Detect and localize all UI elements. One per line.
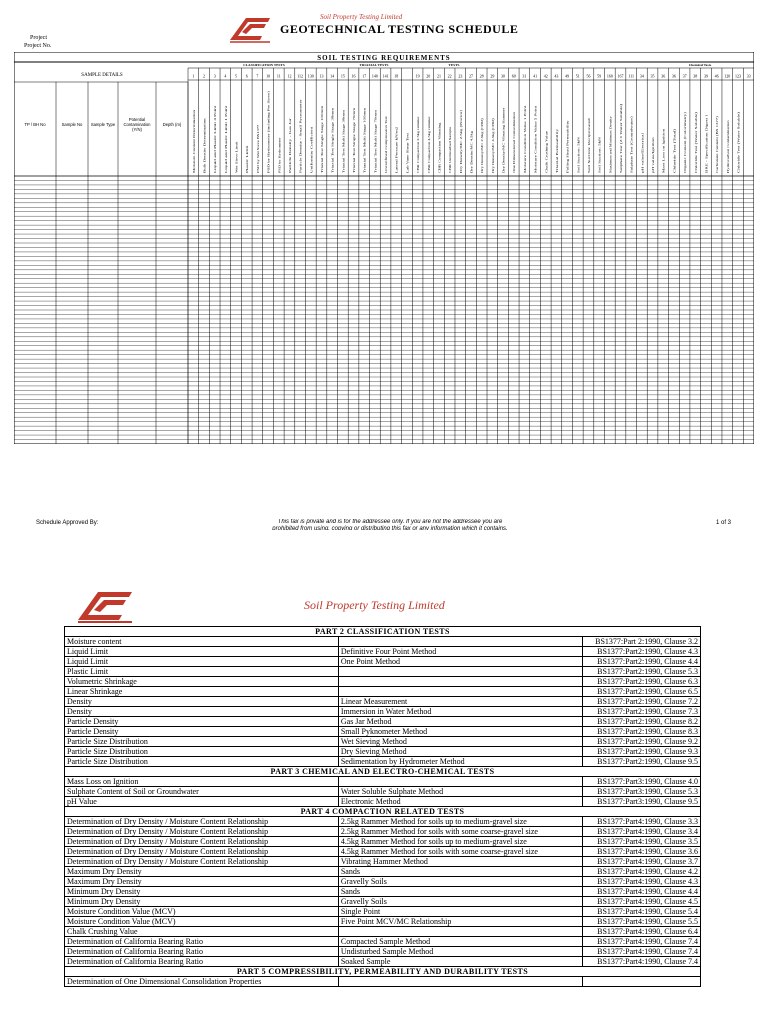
sample-header: Depth (m) <box>162 122 182 127</box>
test-header: PSD by Hydrometer <box>277 145 282 173</box>
test-row <box>65 857 701 867</box>
test-method: 2.5kg Rammer Method for soils with some coarse-gravel size <box>338 827 582 837</box>
test-header: Soil Suction: 5kN <box>597 148 602 173</box>
col-number: 49 <box>565 73 570 79</box>
col-number: 10 <box>266 73 271 79</box>
test-method <box>338 677 582 687</box>
test-header: Moisture Condition Value 1 Point <box>522 127 527 173</box>
test-row <box>65 677 701 687</box>
test-method: Vibrating Hammer Method <box>338 857 582 867</box>
col-number: 123 <box>734 73 741 79</box>
col-number: 39 <box>703 73 708 79</box>
test-name: Particle Size Distribution <box>65 747 339 757</box>
test-name: Particle Size Distribution <box>65 757 339 767</box>
test-header: Soil Suction: Reciprocated <box>586 136 591 173</box>
test-header: Triaxial Test Multi Stage 100mm <box>362 128 367 173</box>
test-name: Determination of California Bearing Ratio <box>65 937 339 947</box>
test-method <box>338 687 582 697</box>
col-number: 20 <box>426 73 431 79</box>
section-title: PART 5 COMPRESSIBILITY, PERMEABILITY AND DURABILITY TESTS <box>65 967 701 977</box>
test-row <box>65 867 701 877</box>
test-name: Determination of Dry Density / Moisture Content Relationship <box>65 837 339 847</box>
sample-header: TP / BH No <box>24 122 46 127</box>
test-name: Maximum Dry Density <box>65 877 339 887</box>
col-number: 130 <box>307 73 314 79</box>
test-name: Particle Density <box>65 727 339 737</box>
sample-header: Sample Type <box>90 122 116 127</box>
col-number: 15 <box>340 73 345 79</box>
test-method: Sedimentation by Hydrometer Method <box>338 757 582 767</box>
group-classification: CLASSIFICATION TESTS <box>243 63 285 67</box>
col-number: 120 <box>724 73 731 79</box>
test-standards-table <box>64 626 701 987</box>
standard-clause: BS1377:Part2:1990, Clause 8.3 <box>582 727 700 737</box>
standard-clause: BS1377:Part3:1990, Clause 5.3 <box>582 787 700 797</box>
test-name: Chalk Crushing Value <box>65 927 339 937</box>
standard-clause: BS1377:Part4:1990, Clause 3.7 <box>582 857 700 867</box>
col-number: 167 <box>617 73 624 79</box>
test-name: Moisture Condition Value (MCV) <box>65 907 339 917</box>
test-name: Sulphate Content of Soil or Groundwater <box>65 787 339 797</box>
test-header: Chloride Test (Water Soluble) <box>693 132 698 173</box>
test-method: One Point Method <box>338 657 582 667</box>
test-name: Determination of Dry Density / Moisture Content Relationship <box>65 857 339 867</box>
project-no-label: Project No. <box>24 43 52 49</box>
test-row <box>65 947 701 957</box>
test-header: Dry Density/MC 2.5kg (CBR) <box>480 131 485 173</box>
test-row <box>65 707 701 717</box>
col-number: 29 <box>490 73 495 79</box>
col-number: 18 <box>394 73 399 79</box>
test-method: Gravelly Soils <box>338 877 582 887</box>
col-number: 28 <box>479 73 484 79</box>
col-number: 33 <box>746 73 751 79</box>
col-number: 19 <box>415 73 420 79</box>
company-name: Soil Property Testing Limited <box>320 13 403 21</box>
col-number: 56 <box>586 73 591 79</box>
test-row <box>65 777 701 787</box>
standard-clause: BS1377:Part4:1990, Clause 3.3 <box>582 817 700 827</box>
test-name: Determination of Dry Density / Moisture Content Relationship <box>65 827 339 837</box>
test-header: Particle Density - Gas Jar <box>287 138 292 173</box>
standard-clause: BS1377:Part4:1990, Clause 6.4 <box>582 927 700 937</box>
test-name: Density <box>65 707 339 717</box>
standard-clause: BS1377:Part4:1990, Clause 4.3 <box>582 877 700 887</box>
test-header: Dry Density/MC 4.5kg (CBR) <box>490 131 495 173</box>
test-name: pH Value <box>65 797 339 807</box>
test-method: Gravelly Soils <box>338 897 582 907</box>
schedule-title: GEOTECHNICAL TESTING SCHEDULE <box>280 22 519 36</box>
standard-clause: BS1377:Part4:1990, Clause 7.4 <box>582 957 700 967</box>
test-row <box>65 877 701 887</box>
col-number: 141 <box>382 73 389 79</box>
test-header: Organic Content (Colorimetry) <box>683 130 688 173</box>
standard-clause: BS1377:Part4:1990, Clause 7.4 <box>582 947 700 957</box>
test-method: Electronic Method <box>338 797 582 807</box>
col-number: 30 <box>501 73 506 79</box>
sample-header: (Y/N) <box>132 127 142 132</box>
test-header: Dry Density/MC Vibrating Hammer <box>501 123 506 173</box>
approved-by-label: Schedule Approved By: <box>36 520 99 526</box>
col-number: 21 <box>436 73 441 79</box>
standard-clause: BS1377:Part2:1990, Clause 9.5 <box>582 757 700 767</box>
test-method: 4.5kg Rammer Method for soils up to medium-gravel size <box>338 837 582 847</box>
standard-clause: BS1377:Part2:1990, Clause 7.2 <box>582 697 700 707</box>
col-number: 46 <box>714 73 719 79</box>
col-number: 27 <box>469 73 473 79</box>
test-header: Unconfined Compression Test <box>384 131 389 173</box>
test-header: CBR Compaction Vibrating <box>437 135 442 173</box>
test-header: PSD by Wet Sieve BS1377 <box>255 136 260 173</box>
standard-clause: BS1377:Part2:1990, Clause 4.4 <box>582 657 700 667</box>
test-method: Linear Measurement <box>338 697 582 707</box>
test-row <box>65 887 701 897</box>
section-header-row <box>65 807 701 817</box>
col-number: 38 <box>693 73 698 79</box>
col-number: 34 <box>639 73 644 79</box>
test-method: Dry Sieving Method <box>338 747 582 757</box>
standard-clause: BS1377:Part4:1990, Clause 5.4 <box>582 907 700 917</box>
test-name: Density <box>65 697 339 707</box>
col-number: 14 <box>330 73 335 79</box>
col-number: 13 <box>319 73 324 79</box>
test-header: Uniformity Coefficient <box>309 141 314 173</box>
test-row <box>65 687 701 697</box>
standard-clause: BS1377:Part4:1990, Clause 5.5 <box>582 917 700 927</box>
test-name: Determination of California Bearing Ratio <box>65 947 339 957</box>
test-header: Chloride Test (Water Soluble) <box>736 132 741 173</box>
test-header: BRE - Specification Digest 1 <box>704 133 709 173</box>
test-header: Lab Vane Shear Test <box>405 145 410 173</box>
section-title: PART 3 CHEMICAL AND ELECTRO-CHEMICAL TESTS <box>65 767 701 777</box>
test-header: PSD by Hydrometer (including Pre Sieve) <box>266 115 271 173</box>
test-name: Liquid Limit <box>65 657 339 667</box>
test-row <box>65 837 701 847</box>
grid-border <box>14 52 754 444</box>
col-number: 22 <box>447 73 452 79</box>
test-header: Triaxial Permeability <box>554 144 559 173</box>
col-number: 42 <box>543 73 548 79</box>
test-name: Mass Loss on Ignition <box>65 777 339 787</box>
standard-clause: BS1377:Part2:1990, Clause 7.3 <box>582 707 700 717</box>
standard-clause: BS1377:Part4:1990, Clause 4.5 <box>582 897 700 907</box>
test-name: Moisture Condition Value (MCV) <box>65 917 339 927</box>
company-name-large: Soil Property Testing Limited <box>304 598 445 612</box>
col-number: 59 <box>597 73 602 79</box>
test-name: Determination of Dry Density / Moisture Content Relationship <box>65 847 339 857</box>
project-label: Project <box>30 35 47 41</box>
standard-clause: BS1377:Part4:1990, Clause 3.4 <box>582 827 700 837</box>
test-header: Triaxial Test Single Stage 38mm <box>330 128 335 173</box>
test-header: Soil Suction: 5kN <box>576 148 581 173</box>
test-row <box>65 907 701 917</box>
test-row <box>65 637 701 647</box>
test-method: Water Soluble Sulphate Method <box>338 787 582 797</box>
standard-clause: BS1377:Part 2:1990, Clause 3.2 <box>582 637 700 647</box>
standard-clause: BS1377:Part2:1990, Clause 8.2 <box>582 717 700 727</box>
test-name: Particle Size Distribution <box>65 737 339 747</box>
test-row <box>65 667 701 677</box>
test-method <box>338 777 582 787</box>
test-header: Bulk Density Determination <box>202 134 207 173</box>
col-number: 111 <box>628 73 635 79</box>
standard-clause: BS1377:Part2:1990, Clause 9.2 <box>582 737 700 747</box>
standard-clause: BS1377:Part4:1990, Clause 3.5 <box>582 837 700 847</box>
col-number: 4 <box>224 73 227 79</box>
standard-clause: BS1377:Part4:1990, Clause 7.4 <box>582 937 700 947</box>
standard-clause: BS1377:Part4:1990, Clause 4.2 <box>582 867 700 877</box>
test-header: Sulphate Test (Groundwater) <box>629 133 634 173</box>
test-method: 2.5kg Rammer Method for soils up to medium-gravel size <box>338 817 582 827</box>
sample-header: Potential <box>128 117 146 122</box>
test-row <box>65 727 701 737</box>
test-method: 4.5kg Rammer Method for soils with some coarse-gravel size <box>338 847 582 857</box>
test-method: Wet Sieving Method <box>338 737 582 747</box>
test-header: CBR Undisturbed Sample <box>448 137 453 173</box>
group-tests: TESTS <box>448 63 460 67</box>
col-number: 41 <box>533 73 538 79</box>
test-name: Linear Shrinkage <box>65 687 339 697</box>
standard-clause: BS1377:Part2:1990, Clause 4.3 <box>582 647 700 657</box>
test-header: Moisture Condition Value 5 Point <box>533 127 538 173</box>
col-number: 7 <box>256 73 259 79</box>
test-row <box>65 787 701 797</box>
section-header-row <box>65 627 701 637</box>
company-logo <box>228 14 272 44</box>
test-method: Small Pyknometer Method <box>338 727 582 737</box>
test-row <box>65 957 701 967</box>
sample-details-label: SAMPLE DETAILS <box>81 73 123 78</box>
col-number: 43 <box>554 73 559 79</box>
test-header: Maximum and Minimum Density <box>608 127 613 173</box>
standard-clause: BS1377:Part2:1990, Clause 5.3 <box>582 667 700 677</box>
test-method <box>338 977 582 987</box>
test-name: Particle Density <box>65 717 339 727</box>
test-method <box>338 927 582 937</box>
col-number: 36 <box>661 73 666 79</box>
test-name: Liquid Limit <box>65 647 339 657</box>
test-method: Sands <box>338 867 582 877</box>
col-number: 140 <box>371 73 378 79</box>
standard-clause: BS1377:Part4:1990, Clause 3.6 <box>582 847 700 857</box>
test-row <box>65 757 701 767</box>
test-method <box>338 667 582 677</box>
standard-clause: BS1377:Part3:1990, Clause 4.0 <box>582 777 700 787</box>
test-header: Triaxial Test Single Stage 70mm <box>352 128 357 173</box>
test-row <box>65 927 701 937</box>
col-number: 37 <box>682 73 687 79</box>
col-number: 12 <box>287 73 292 79</box>
test-name: Maximum Dry Density <box>65 867 339 877</box>
test-header: Triaxial Test Multi Stage 38mm <box>341 129 346 173</box>
test-header: Liquid and Plastic Limit 1 Point <box>223 129 228 173</box>
test-name: Minimum Dry Density <box>65 887 339 897</box>
test-header: Dry Density/MC 2.5kg (Proctor) <box>458 128 463 173</box>
test-header: Sulphate Test (2:1 Water Soluble) <box>619 127 624 173</box>
group-triaxial: TRIAXIAL TESTS <box>359 63 389 67</box>
test-name: Minimum Dry Density <box>65 897 339 907</box>
test-name: Moisture content <box>65 637 339 647</box>
section-header-row <box>65 767 701 777</box>
test-method: Gas Jar Method <box>338 717 582 727</box>
test-name: Volumetric Shrinkage <box>65 677 339 687</box>
col-number: 16 <box>351 73 356 79</box>
test-header: One Dimensional Consolidation <box>512 129 517 173</box>
col-number: 51 <box>575 73 580 79</box>
test-header: Carbonate Content (BS 1377) <box>715 132 720 173</box>
test-row <box>65 897 701 907</box>
test-name: Determination of One Dimensional Consolidation Properties <box>65 977 339 987</box>
company-logo-large <box>76 586 134 624</box>
test-header: Liquid and Plastic Limit 4 Point <box>213 129 218 173</box>
test-row <box>65 847 701 857</box>
col-number: 60 <box>511 73 516 79</box>
col-number: 23 <box>458 73 463 79</box>
col-number: 11 <box>276 73 281 79</box>
test-row <box>65 657 701 667</box>
test-header: pH value/Electrical <box>640 146 645 173</box>
test-row <box>65 937 701 947</box>
test-name: Determination of Dry Density / Moisture Content Relationship <box>65 817 339 827</box>
fax-notice: This fax is private and is for the addressee only. If you are not the addressee you are prohibited from using, copying or distributing this fax or any information which it contains. <box>272 519 508 530</box>
col-number: 17 <box>362 73 367 79</box>
group-chemical: Chemical Tests <box>688 63 712 67</box>
banner-title: SOIL TESTING REQUIREMENTS <box>317 54 451 62</box>
col-number: 36 <box>671 73 676 79</box>
test-header: Mass Loss on Ignition <box>661 142 666 173</box>
test-header: Particle Density - Small Pycnometer <box>298 123 303 173</box>
test-method: Soaked Sample <box>338 957 582 967</box>
test-header: Lateral Pressure kN/m2 <box>394 140 399 173</box>
page-number: 1 of 3 <box>716 520 732 526</box>
col-number: 2 <box>203 73 206 79</box>
test-row <box>65 697 701 707</box>
test-name: Determination of California Bearing Ratio <box>65 957 339 967</box>
col-number: 1 <box>192 73 195 79</box>
standard-clause: BS1377:Part3:1990, Clause 9.5 <box>582 797 700 807</box>
test-header: Chalk Crushing Value <box>544 143 549 173</box>
sample-header: Contamination <box>123 122 151 127</box>
section-header-row <box>65 967 701 977</box>
test-header: Triaxial Test Multi Stage 70mm <box>373 129 378 173</box>
col-number: 160 <box>606 73 613 79</box>
test-row <box>65 817 701 827</box>
section-title: PART 4 COMPACTION RELATED TESTS <box>65 807 701 817</box>
project-info <box>24 34 51 50</box>
standard-clause: BS1377:Part2:1990, Clause 6.3 <box>582 677 700 687</box>
test-name: Plastic Limit <box>65 667 339 677</box>
test-header: Chloride Test (Total) <box>672 144 677 173</box>
standard-clause: BS1377:Part2:1990, Clause 6.5 <box>582 687 700 697</box>
test-header: Wet Sieve Limit <box>234 150 239 173</box>
col-number: 31 <box>522 73 527 79</box>
test-method: Undisturbed Sample Method <box>338 947 582 957</box>
test-header: Moisture Content Determination <box>191 128 196 173</box>
col-number: 112 <box>297 73 304 79</box>
col-number: 5 <box>235 73 238 79</box>
standard-clause: BS1377:Part2:1990, Clause 9.3 <box>582 747 700 757</box>
test-row <box>65 827 701 837</box>
test-method: Immersion in Water Method <box>338 707 582 717</box>
sample-header: Sample No <box>61 122 83 127</box>
test-header: pH value/Ignition <box>651 148 656 173</box>
test-header: Plastic Limit <box>245 155 250 173</box>
standard-clause <box>582 977 700 987</box>
col-number: 35 <box>650 73 655 79</box>
col-number: 6 <box>245 73 248 79</box>
standard-clause: BS1377:Part4:1990, Clause 4.4 <box>582 887 700 897</box>
test-row <box>65 917 701 927</box>
test-row <box>65 737 701 747</box>
test-row <box>65 717 701 727</box>
test-row <box>65 797 701 807</box>
test-row <box>65 647 701 657</box>
test-method: Five Point MCV/MC Relationship <box>338 917 582 927</box>
test-method: Sands <box>338 887 582 897</box>
test-method: Definitive Four Point Method <box>338 647 582 657</box>
col-number: 3 <box>213 73 216 79</box>
test-method <box>338 637 582 647</box>
test-header: CBR Compaction 2.5kg rammer <box>416 128 421 173</box>
test-header: Falling Head Permeability <box>565 137 570 173</box>
test-row <box>65 747 701 757</box>
section-title: PART 2 CLASSIFICATION TESTS <box>65 627 701 637</box>
test-header: Hydrocarbon Contamination <box>725 134 730 173</box>
test-header: Dry Density/MC 4.5kg <box>469 141 474 173</box>
test-header: CBR Compaction 4.5kg rammer <box>426 128 431 173</box>
test-method: Compacted Sample Method <box>338 937 582 947</box>
test-method: Single Point <box>338 907 582 917</box>
testing-schedule-grid <box>14 52 754 444</box>
test-row <box>65 977 701 987</box>
test-header: Triaxial Test Single Stage 100mm <box>319 126 324 173</box>
